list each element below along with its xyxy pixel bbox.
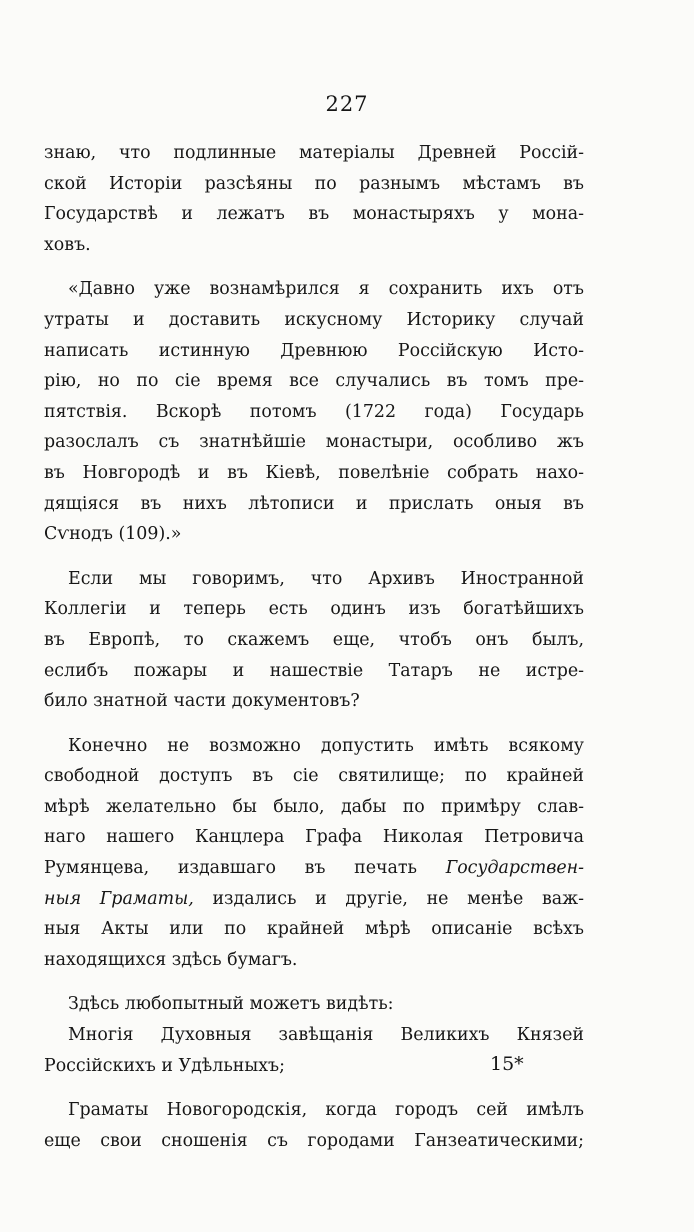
text-line: рію, но по сіе время все случались въ томъ пре- <box>44 371 584 392</box>
text-line: находящихся здѣсь бумагъ. <box>44 949 298 970</box>
signature-mark: 15* <box>490 1053 524 1075</box>
text-line: ской Исторіи разсѣяны по разнымъ мѣстамъ въ <box>44 173 584 194</box>
text-line: Коллегіи и теперь есть одинъ изъ богатѣйшихъ <box>44 599 584 620</box>
body-text <box>44 138 584 1156</box>
text-line: Россійскихъ и Удѣльныхъ; <box>44 1055 285 1076</box>
text-line: въ Новгородѣ и въ Кіевѣ, повелѣніе собрать нахо- <box>44 462 584 483</box>
text-line: Конечно не возможно допустить имѣть всякому <box>68 735 584 756</box>
text-line: еще свои сношенія съ городами Ганзеатическими; <box>44 1130 584 1151</box>
text-line: еслибъ пожары и нашествіе Татаръ не истре- <box>44 660 584 681</box>
text-line: мѣрѣ желательно бы было, дабы по примѣру слав- <box>44 796 584 817</box>
text-line: дящіяся въ нихъ лѣтописи и прислать оныя въ <box>44 493 584 514</box>
text-line: «Давно уже вознамѣрился я сохранить ихъ отъ <box>68 279 584 300</box>
text-line: разослалъ съ знатнѣйшіе монастыри, особливо жъ <box>44 432 584 453</box>
text-line: наго нашего Канцлера Графа Николая Петровича <box>44 827 584 848</box>
text-line: въ Европѣ, то скажемъ еще, чтобъ онъ былъ, <box>44 629 584 650</box>
text-line: ныя Граматы, издались и другіе, не менѣе важ- <box>44 888 584 909</box>
text-line: ховъ. <box>44 234 91 255</box>
text-line: знаю, что подлинные матеріалы Древней Россій- <box>44 143 584 163</box>
page-number: 227 <box>325 92 369 116</box>
text-line: Сѵнодъ (109).» <box>44 524 182 545</box>
text-line: утраты и доставить искусному Историку случай <box>44 309 584 330</box>
text-line: Румянцева, издавшаго въ печать Государствен- <box>44 858 584 879</box>
text-line: пятствія. Вскорѣ потомъ (1722 года) Государь <box>44 401 584 422</box>
text-line: Если мы говоримъ, что Архивъ Иностранной <box>68 568 584 589</box>
text-line: Граматы Новогородскія, когда городъ сей имѣлъ <box>68 1100 584 1121</box>
text-line: Здѣсь любопытный можетъ видѣть: <box>68 994 394 1015</box>
text-line: ныя Акты или по крайней мѣрѣ описаніе всѣхъ <box>44 919 584 940</box>
text-line: Государствѣ и лежатъ въ монастыряхъ у мона- <box>44 204 584 225</box>
text-line: било знатной части документовъ? <box>44 691 360 712</box>
text-line: свободной доступъ въ сіе святилище; по крайней <box>44 766 584 787</box>
text-line: написать истинную Древнюю Россійскую Исто- <box>44 340 584 361</box>
text-line: Многія Духовныя завѣщанія Великихъ Князей <box>68 1025 584 1046</box>
